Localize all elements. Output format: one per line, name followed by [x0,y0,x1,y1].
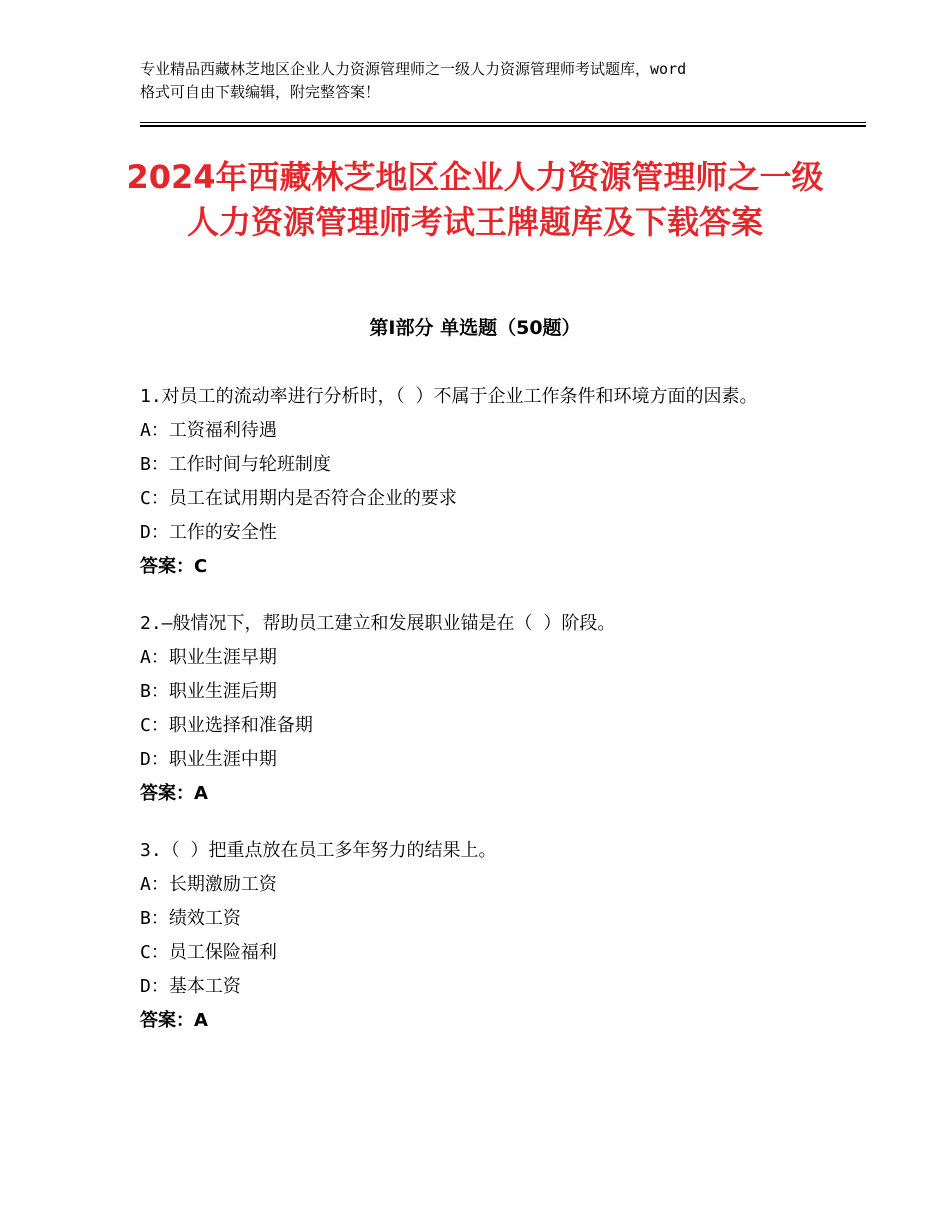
option-d: D：工作的安全性 [140,522,277,543]
question-stem: 3.（ ）把重点放在员工多年努力的结果上。 [140,840,497,861]
question-2 [140,607,820,811]
header-divider-thin [140,122,866,123]
option-c: C：员工保险福利 [140,942,277,963]
section-title: 第Ⅰ部分 单选题（50题） [369,317,581,339]
question-stem: 2.—般情况下，帮助员工建立和发展职业锚是在（ ）阶段。 [140,613,616,634]
option-d: D：基本工资 [140,976,241,997]
option-a: A：工资福利待遇 [140,420,277,441]
option-c: C：员工在试用期内是否符合企业的要求 [140,488,457,509]
option-b: B：工作时间与轮班制度 [140,454,331,475]
question-stem: 1.对员工的流动率进行分析时，（ ）不属于企业工作条件和环境方面的因素。 [140,386,758,407]
answer-line: 答案：A [140,783,208,804]
option-b: B：职业生涯后期 [140,681,277,702]
option-b: B：绩效工资 [140,908,241,929]
question-3 [140,834,820,1038]
document-title: 2024年西藏林芝地区企业人力资源管理师之一级人力资源管理师考试王牌题库及下载答案 [126,158,824,241]
question-1 [140,380,820,584]
option-a: A：职业生涯早期 [140,647,277,668]
question-list [140,380,820,1061]
header-note: 专业精品西藏林芝地区企业人力资源管理师之一级人力资源管理师考试题库，word 格式可自由下载编辑，附完整答案！ [140,60,687,101]
option-c: C：职业选择和准备期 [140,715,313,736]
answer-line: 答案：A [140,1010,208,1031]
option-a: A：长期激励工资 [140,874,277,895]
answer-line: 答案：C [140,556,208,577]
header-divider-thick [140,125,866,127]
option-d: D：职业生涯中期 [140,749,277,770]
